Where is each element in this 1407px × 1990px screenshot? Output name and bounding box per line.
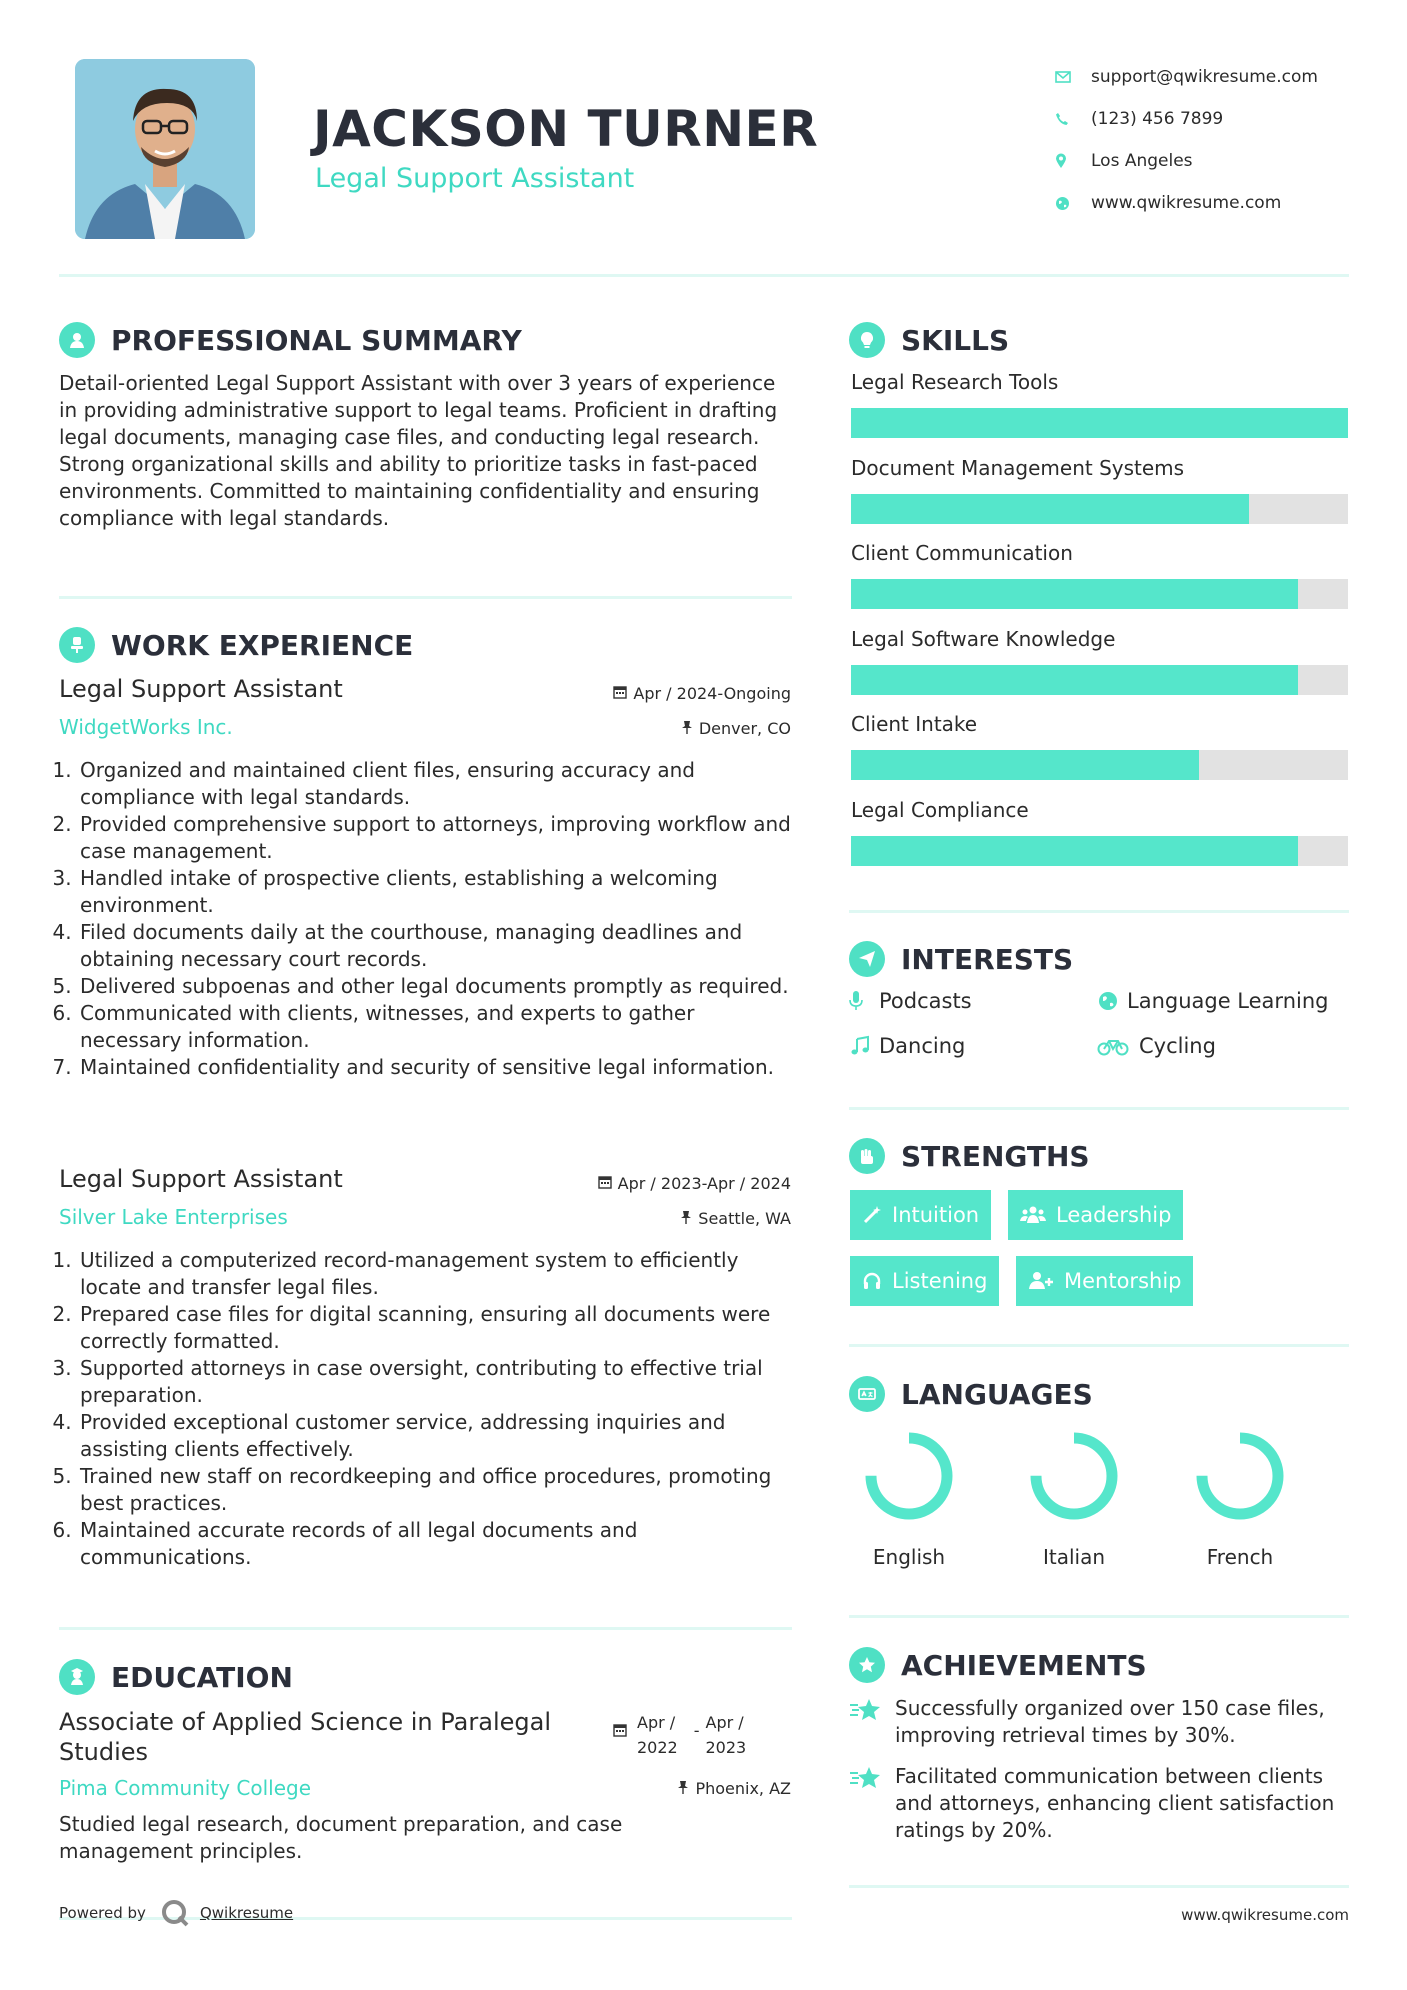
- job-location: [680, 1209, 791, 1228]
- lightbulb-icon: [849, 322, 885, 358]
- calendar-icon: [613, 1710, 627, 1741]
- interest-item: [1097, 1034, 1216, 1058]
- qwikresume-logo-icon: [160, 1898, 190, 1928]
- contact-email-text: support@qwikresume.com: [1091, 67, 1318, 87]
- summary-divider: [59, 596, 792, 599]
- languages-heading-text: LANGUAGES: [901, 1377, 1093, 1411]
- skill-label: Legal Research Tools: [851, 370, 1059, 394]
- language-ring-arc: [1036, 1438, 1112, 1514]
- interest-label: Podcasts: [879, 989, 972, 1013]
- language-ring: [1029, 1431, 1119, 1521]
- list-item: 1. Organized and maintained client files, ensuring accuracy and compliance with legal standards.: [78, 757, 798, 811]
- list-item: 4. Provided exceptional customer service, addressing inquiries and assisting clients effectively.: [78, 1409, 798, 1463]
- job-location-text: Seattle, WA: [698, 1209, 791, 1228]
- list-item: 6. Maintained accurate records of all legal documents and communications.: [78, 1517, 798, 1571]
- summary-heading-text: PROFESSIONAL SUMMARY: [111, 323, 522, 357]
- summary-heading: [59, 322, 522, 358]
- magic-wand-icon: [862, 1205, 882, 1225]
- education-end-month: Apr /: [705, 1713, 744, 1732]
- strength-label: Mentorship: [1064, 1269, 1182, 1293]
- interest-label: Language Learning: [1127, 989, 1329, 1013]
- users-icon: [1020, 1205, 1046, 1225]
- brand-link[interactable]: Qwikresume: [199, 1904, 294, 1922]
- strength-chip: [850, 1190, 991, 1240]
- user-icon: [59, 322, 95, 358]
- skill-bar-track: [851, 494, 1348, 524]
- list-item: 5. Delivered subpoenas and other legal documents promptly as required.: [78, 973, 798, 1000]
- microphone-icon: [849, 990, 877, 1012]
- languages-divider: [849, 1615, 1349, 1618]
- contact-email[interactable]: [1055, 56, 1318, 98]
- list-item: 4. Filed documents daily at the courthouse, managing deadlines and obtaining necessary court records.: [78, 919, 798, 973]
- language-label: French: [1206, 1545, 1274, 1569]
- candidate-name: JACKSON TURNER: [313, 100, 819, 158]
- education-dates: [613, 1710, 746, 1760]
- contact-location: [1055, 140, 1318, 182]
- calendar-icon: [598, 1174, 612, 1193]
- achievements-divider: [849, 1885, 1349, 1888]
- briefcase-chair-icon: [59, 627, 95, 663]
- phone-icon: [1055, 112, 1091, 126]
- pushpin-icon: [677, 1779, 689, 1798]
- language-ring-arc: [871, 1438, 947, 1514]
- skills-divider: [849, 910, 1349, 913]
- languages-heading: [849, 1376, 1093, 1412]
- globe-icon: [1097, 990, 1125, 1012]
- skill-bar-fill: [851, 408, 1348, 438]
- list-item: 7. Maintained confidentiality and security of sensitive legal information.: [78, 1054, 798, 1081]
- envelope-icon: [1055, 71, 1091, 83]
- interest-label: Dancing: [879, 1034, 966, 1058]
- skill-bar-track: [851, 750, 1348, 780]
- education-end: [706, 1710, 747, 1760]
- pushpin-icon: [680, 1209, 692, 1228]
- footer-website[interactable]: www.qwikresume.com: [1181, 1906, 1349, 1924]
- calendar-icon: [613, 684, 627, 703]
- date-separator: -: [693, 1721, 700, 1740]
- contact-block: [1055, 56, 1318, 224]
- skill-label: Legal Compliance: [851, 797, 1029, 822]
- interest-item: [849, 1034, 965, 1058]
- profile-photo: [75, 59, 255, 239]
- interests-divider: [849, 1107, 1349, 1110]
- school-name: Pima Community College: [59, 1776, 312, 1800]
- skill-bar-fill: [851, 494, 1249, 524]
- skill-bar-fill: [851, 579, 1298, 609]
- contact-website-text: www.qwikresume.com: [1091, 193, 1282, 213]
- star-icon: [849, 1763, 895, 1844]
- skills-heading-text: SKILLS: [901, 323, 1010, 357]
- header-divider: [59, 274, 1349, 277]
- interest-item: [1097, 989, 1328, 1013]
- interest-item: [849, 989, 972, 1013]
- map-pin-icon: [1055, 153, 1091, 169]
- education-location: [677, 1779, 791, 1798]
- powered-by-text: Powered by: [59, 1904, 146, 1922]
- star-icon: [849, 1695, 895, 1749]
- paper-plane-icon: [849, 941, 885, 977]
- list-item: 5. Trained new staff on recordkeeping and office procedures, promoting best practices.: [78, 1463, 798, 1517]
- education-heading: [59, 1659, 293, 1695]
- strength-label: Leadership: [1056, 1203, 1172, 1227]
- list-item: 3. Supported attorneys in case oversight, contributing to effective trial preparation.: [78, 1355, 798, 1409]
- job-dates-text: Apr / 2024-Ongoing: [633, 684, 791, 703]
- job-bullets: [58, 757, 798, 1081]
- strengths-divider: [849, 1344, 1349, 1347]
- education-start-year: 2022: [637, 1738, 678, 1757]
- language-ring: [864, 1431, 954, 1521]
- skill-label: Client Communication: [851, 541, 1073, 565]
- job-company: Silver Lake Enterprises: [59, 1205, 288, 1229]
- achievements-heading-text: ACHIEVEMENTS: [901, 1648, 1147, 1682]
- experience-heading: [59, 627, 413, 663]
- degree-title: Associate of Applied Science in Paralegal Studies: [59, 1708, 551, 1766]
- job-company: WidgetWorks Inc.: [59, 715, 233, 739]
- fist-icon: [849, 1138, 885, 1174]
- interest-label: Cycling: [1139, 1034, 1216, 1058]
- skill-bar-fill: [851, 665, 1298, 695]
- education-start-month: Apr /: [637, 1713, 676, 1732]
- experience-divider: [59, 1627, 792, 1630]
- achievement-text: Successfully organized over 150 case files, improving retrieval times by 30%.: [895, 1696, 1325, 1747]
- skill-label: Client Intake: [851, 712, 978, 736]
- job-location: [681, 719, 791, 738]
- language-label: Italian: [1042, 1545, 1106, 1569]
- skills-heading: [849, 322, 1009, 358]
- graduate-icon: [59, 1659, 95, 1695]
- contact-phone: [1055, 98, 1318, 140]
- list-item: 6. Communicated with clients, witnesses, and experts to gather necessary information.: [78, 1000, 798, 1054]
- user-plus-icon: [1028, 1271, 1054, 1291]
- bicycle-icon: [1097, 1036, 1137, 1056]
- education-end-year: 2023: [705, 1738, 747, 1757]
- job-dates: [598, 1174, 791, 1193]
- skill-bar-fill: [851, 836, 1298, 866]
- list-item: 2. Prepared case files for digital scanning, ensuring all documents were correctly formatted.: [78, 1301, 798, 1355]
- language-ring-arc: [1202, 1438, 1278, 1514]
- skill-label: Legal Software Knowledge: [851, 626, 1116, 651]
- job-dates: [613, 684, 791, 703]
- skill-bar-track: [851, 579, 1348, 609]
- list-item: 1. Utilized a computerized record-management system to efficiently locate and transfer legal files.: [78, 1247, 798, 1301]
- job-location-text: Denver, CO: [698, 719, 791, 738]
- language-ring: [1195, 1431, 1285, 1521]
- strength-label: Listening: [892, 1269, 988, 1293]
- language-label: English: [872, 1545, 946, 1569]
- interests-heading: [849, 941, 1073, 977]
- education-start: [637, 1710, 678, 1760]
- strength-chip: [1008, 1190, 1183, 1240]
- job-bullets: [58, 1247, 798, 1571]
- skill-bar-track: [851, 836, 1348, 866]
- skill-bar-track: [851, 665, 1348, 695]
- interests-heading-text: INTERESTS: [901, 942, 1074, 976]
- summary-text: Detail-oriented Legal Support Assistant with over 3 years of experience in providing administrative support to legal teams. Proficient in drafting legal documents, managing case files, and conducting legal research. Strong organizational skills and ability to prioritize tasks in fast-paced environments. Committed to maintaining confidentiality and ensuring compliance with legal standards.: [59, 371, 778, 530]
- pushpin-icon: [681, 719, 693, 738]
- headphones-icon: [862, 1271, 882, 1291]
- achievement-text: Facilitated communication between clients and attorneys, enhancing client satisfaction ratings by 20%.: [895, 1764, 1335, 1842]
- skill-label: Document Management Systems: [851, 455, 1185, 480]
- contact-phone-text: (123) 456 7899: [1091, 109, 1224, 129]
- experience-heading-text: WORK EXPERIENCE: [111, 628, 414, 662]
- star-icon: [849, 1647, 885, 1683]
- strength-chip: [1016, 1256, 1193, 1306]
- skill-bar-track: [851, 408, 1348, 438]
- globe-icon: [1055, 196, 1091, 211]
- list-item: 3. Handled intake of prospective clients, establishing a welcoming environment.: [78, 865, 798, 919]
- education-heading-text: EDUCATION: [111, 1660, 293, 1694]
- footer-powered-by: [59, 1898, 293, 1928]
- skill-bar-fill: [851, 750, 1199, 780]
- education-description: Studied legal research, document preparation, and case management principles.: [59, 1812, 623, 1863]
- strengths-heading-text: STRENGTHS: [901, 1139, 1090, 1173]
- job-title: Legal Support Assistant: [59, 1165, 343, 1193]
- music-icon: [849, 1035, 877, 1057]
- achievement-item: [849, 1763, 1349, 1844]
- language-card-icon: [849, 1376, 885, 1412]
- achievements-heading: [849, 1647, 1147, 1683]
- contact-website[interactable]: [1055, 182, 1318, 224]
- education-location-text: Phoenix, AZ: [695, 1779, 791, 1798]
- job-title: Legal Support Assistant: [59, 675, 343, 703]
- strength-chip: [850, 1256, 999, 1306]
- achievement-item: [849, 1695, 1349, 1749]
- candidate-title: Legal Support Assistant: [315, 163, 635, 194]
- job-dates-text: Apr / 2023-Apr / 2024: [617, 1174, 791, 1193]
- list-item: 2. Provided comprehensive support to attorneys, improving workflow and case management.: [78, 811, 798, 865]
- strengths-heading: [849, 1138, 1090, 1174]
- strength-label: Intuition: [892, 1203, 980, 1227]
- contact-location-text: Los Angeles: [1091, 151, 1193, 171]
